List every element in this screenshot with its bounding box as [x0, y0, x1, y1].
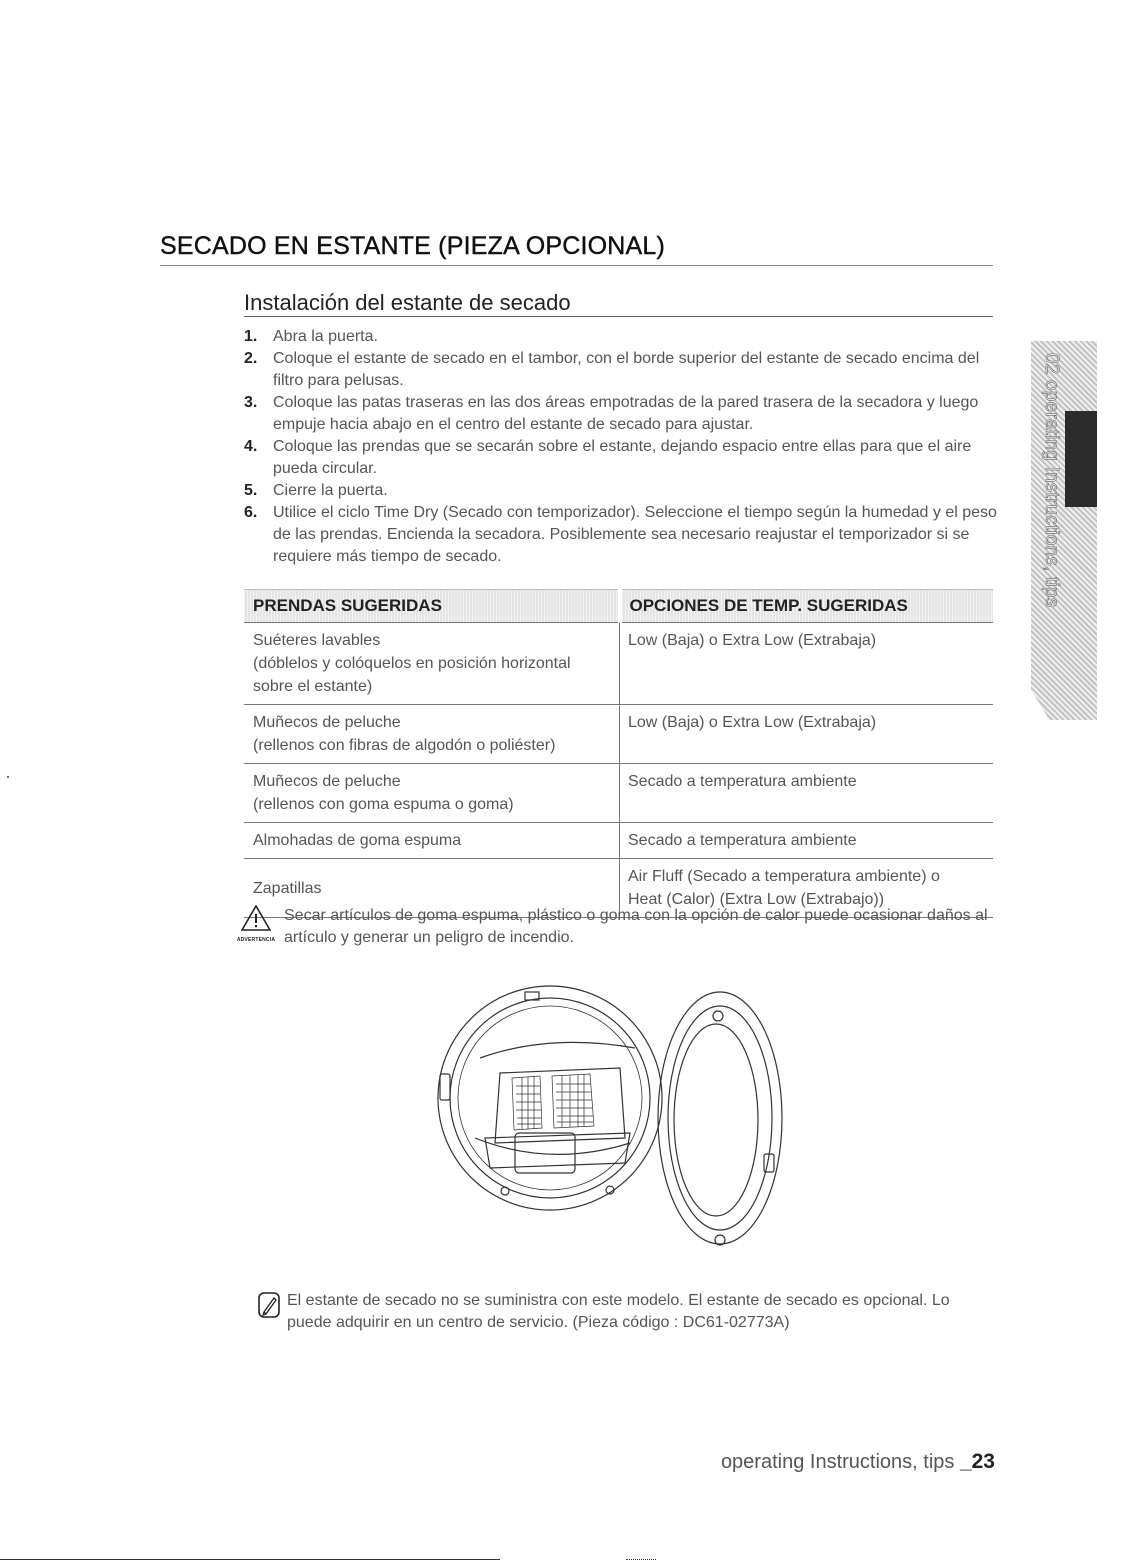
table-row — [244, 705, 993, 764]
page-number: _23 — [959, 1450, 995, 1473]
dryer-rack-illustration — [420, 978, 810, 1254]
warning-label: ADVERTENCIA — [236, 937, 276, 943]
side-tab-label: 02 operating Instructions, tips — [1041, 353, 1062, 608]
step-item — [244, 348, 1004, 392]
item-cell: Zapatillas — [244, 859, 620, 918]
item-cell — [244, 705, 620, 764]
table-row — [244, 823, 993, 859]
step-item — [244, 392, 1004, 436]
table-row — [244, 623, 993, 705]
step-text: Cierre la puerta. — [273, 482, 388, 499]
option-line: Heat (Calor) (Extra Low (Extrabajo)) — [628, 891, 885, 908]
option-cell: Secado a temperatura ambiente — [620, 823, 994, 859]
scan-speck — [7, 776, 9, 778]
step-item — [244, 436, 1004, 480]
option-cell: Secado a temperatura ambiente — [620, 764, 994, 823]
footer-text: operating Instructions, tips — [720, 1451, 960, 1473]
step-text: Coloque el estante de secado en el tambor, con el borde superior del estante de secado encima del filtro para pelusas. — [273, 350, 980, 389]
item-name: Muñecos de peluche — [253, 714, 401, 731]
item-detail: (rellenos con goma espuma o goma) — [253, 796, 514, 813]
step-item — [244, 480, 1004, 502]
step-number: 5. — [244, 482, 258, 499]
table-header-row — [244, 590, 993, 623]
step-number: 6. — [244, 504, 258, 521]
step-number: 2. — [244, 350, 258, 367]
steps-list — [244, 326, 1004, 568]
item-cell: Almohadas de goma espuma — [244, 823, 620, 859]
item-name: Muñecos de peluche — [253, 773, 401, 790]
option-cell: Low (Baja) o Extra Low (Extrabaja) — [620, 705, 994, 764]
item-name: Suéteres lavables — [253, 632, 381, 649]
header-suggested-temp: OPCIONES DE TEMP. SUGERIDAS — [620, 590, 994, 623]
step-text: Abra la puerta. — [273, 328, 378, 345]
suggested-items-table — [244, 589, 993, 918]
page-footer — [721, 1450, 995, 1474]
warning-triangle-icon — [241, 905, 271, 931]
step-item — [244, 326, 1004, 348]
page-edge-line — [0, 1559, 500, 1560]
page-edge-dots — [626, 1559, 656, 1561]
option-line: Air Fluff (Secado a temperatura ambiente) o — [628, 868, 940, 885]
item-detail: (dóblelos y colóquelos en posición horizontal sobre el estante) — [253, 655, 571, 695]
section-title: SECADO EN ESTANTE (PIEZA OPCIONAL) — [160, 232, 666, 260]
section-title-rule — [160, 265, 993, 266]
item-cell — [244, 764, 620, 823]
table-row — [244, 764, 993, 823]
step-number: 1. — [244, 328, 258, 345]
step-text: Utilice el ciclo Time Dry (Secado con temporizador). Seleccione el tiempo según la humedad y el peso de las prendas. Encienda la secadora. Posiblemente sea necesario reajustar el temporizador si se requiere más tiempo de secado. — [273, 504, 997, 565]
item-cell — [244, 623, 620, 705]
warning-text: Secar artículos de goma espuma, plástico o goma con la opción de calor puede ocasionar daños al artículo y generar un peligro de incendio. — [284, 907, 988, 946]
option-cell: Low (Baja) o Extra Low (Extrabaja) — [620, 623, 994, 705]
item-detail: (rellenos con fibras de algodón o poliéster) — [253, 737, 556, 754]
note-text: El estante de secado no se suministra con este modelo. El estante de secado es opcional. Lo puede adquirir en un centro de servicio. (Pieza código : DC61-02773A) — [287, 1292, 950, 1331]
step-item — [244, 502, 1004, 568]
note-pencil-icon — [258, 1292, 280, 1318]
sub-title-rule — [244, 316, 993, 317]
chapter-side-tab — [1031, 341, 1097, 720]
step-number: 3. — [244, 394, 258, 411]
step-number: 4. — [244, 438, 258, 455]
sub-title: Instalación del estante de secado — [244, 290, 571, 315]
step-text: Coloque las patas traseras en las dos áreas empotradas de la pared trasera de la secadora y luego empuje hacia abajo en el centro del estante de secado para ajustar. — [273, 394, 979, 433]
side-tab-marker — [1065, 411, 1097, 507]
step-text: Coloque las prendas que se secarán sobre el estante, dejando espacio entre ellas para que el aire pueda circular. — [273, 438, 972, 477]
warning-block — [228, 905, 998, 949]
warning-badge — [228, 905, 284, 951]
header-suggested-items: PRENDAS SUGERIDAS — [244, 590, 620, 623]
note-block — [258, 1290, 998, 1334]
